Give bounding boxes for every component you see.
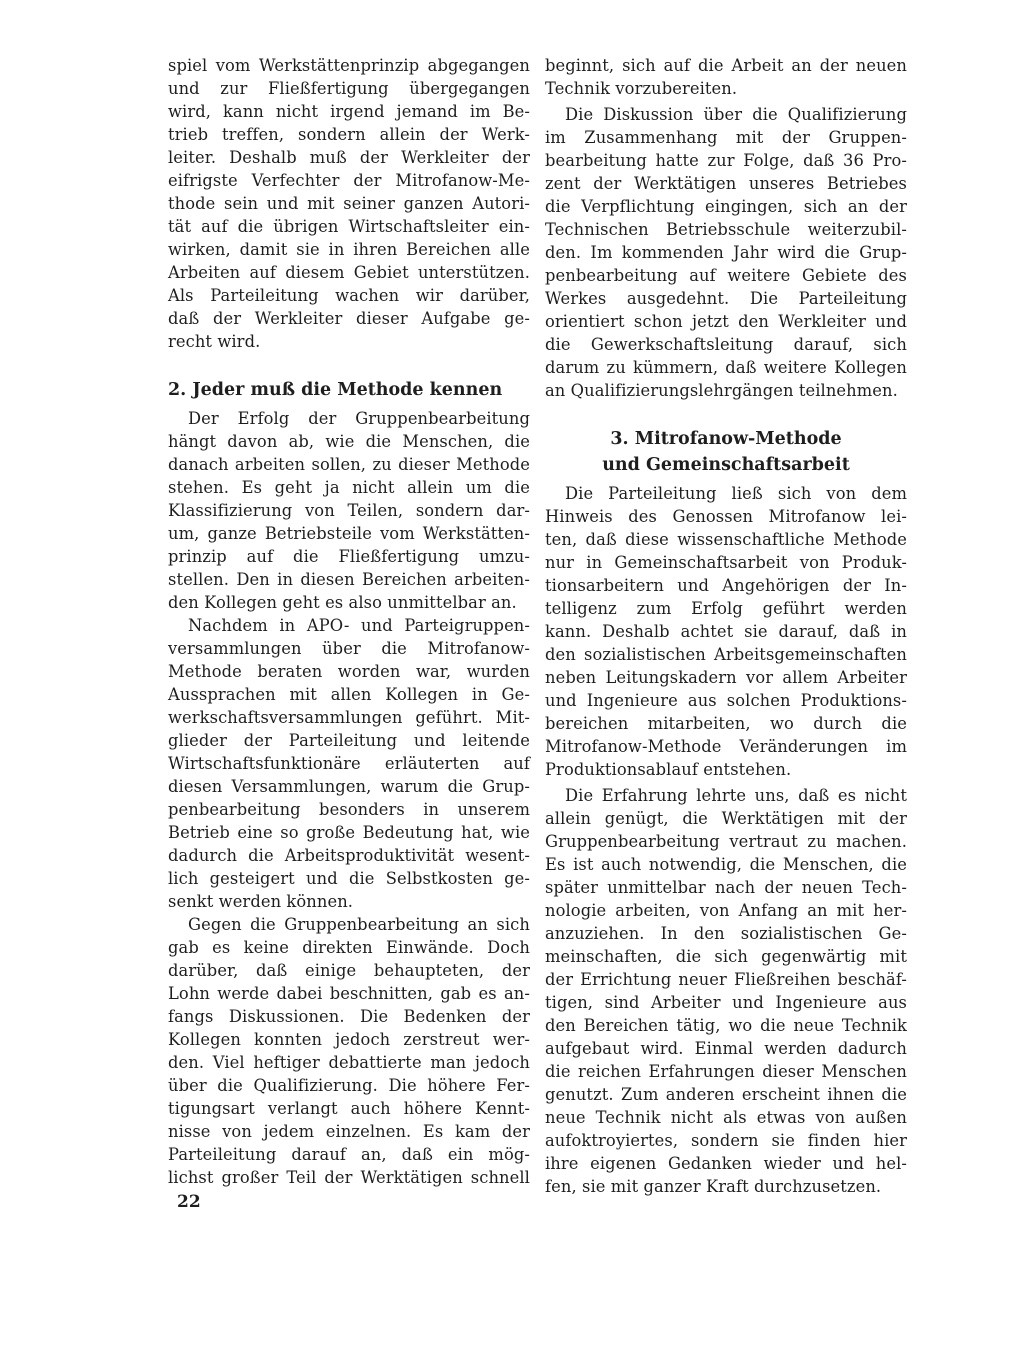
left-column (168, 54, 530, 1189)
text-line: nur in Gemeinschaftsarbeit von Produk- (545, 553, 907, 572)
paragraph (545, 482, 907, 781)
text-line: neue Technik nicht als etwas von außen (545, 1108, 907, 1127)
text-line: aufoktroyiertes, sondern sie finden hier (545, 1131, 907, 1150)
text-line: darüber, daß einige behaupteten, der (168, 961, 530, 980)
text-line: und Ingenieure aus solchen Produktions- (545, 691, 907, 710)
text-line: tigungsart verlangt auch höhere Kennt- (168, 1099, 530, 1118)
text-line: beginnt, sich auf die Arbeit an der neuen (545, 56, 907, 75)
text-line: meinschaften, die sich gegenwärtig mit (545, 947, 907, 966)
text-line: Es ist auch notwendig, die Menschen, die (545, 855, 907, 874)
paragraph (168, 614, 530, 913)
text-line: ten, daß diese wissenschaftliche Methode (545, 530, 907, 549)
text-line: Mitrofanow-Methode Veränderungen im (545, 737, 907, 756)
text-line: fen, sie mit ganzer Kraft durchzusetzen. (545, 1177, 882, 1196)
text-line: anzuziehen. In den sozialistischen Ge- (545, 924, 907, 943)
text-line: penbearbeitung auf weitere Gebiete des (545, 266, 907, 285)
text-line: leiter. Deshalb muß der Werkleiter der (168, 148, 530, 167)
text-line: allein genügt, die Werktätigen mit der (545, 809, 907, 828)
text-line: genutzt. Zum anderen erscheint ihnen die (545, 1085, 907, 1104)
text-line: lichst großer Teil der Werktätigen schnell (168, 1168, 530, 1187)
text-line: den Kollegen geht es also unmittelbar an. (168, 593, 517, 612)
right-column (545, 54, 907, 1198)
text-line: gab es keine direkten Einwände. Doch (168, 938, 530, 957)
section-heading-3-line-2: und Gemeinschaftsarbeit (602, 455, 850, 475)
paragraph (168, 913, 530, 1189)
paragraph (545, 103, 907, 402)
text-line: im Zusammenhang mit der Gruppen- (545, 128, 907, 147)
text-line: Gruppenbearbeitung vertraut zu machen. (545, 832, 907, 851)
text-line: telligenz zum Erfolg geführt werden (545, 599, 907, 618)
text-line: spiel vom Werkstättenprinzip abgegangen (168, 56, 530, 75)
text-line: Die Parteileitung ließ sich von dem (565, 484, 907, 503)
text-line: nologie arbeiten, von Anfang an mit her- (545, 901, 907, 920)
text-line: prinzip auf die Fließfertigung umzu- (168, 547, 530, 566)
section-heading-3-line-1: 3. Mitrofanow-Methode (610, 429, 842, 449)
text-line: thode sein und mit seiner ganzen Autori- (168, 194, 530, 213)
text-line: dadurch die Arbeitsproduktivität wesent- (168, 846, 530, 865)
text-line: Kollegen konnten jedoch zerstreut wer- (168, 1030, 530, 1049)
text-line: Methode beraten worden war, wurden (168, 662, 530, 681)
text-line: den sozialistischen Arbeitsgemeinschaften (545, 645, 907, 664)
text-line: danach arbeiten sollen, zu dieser Methode (168, 455, 530, 474)
text-line: später unmittelbar nach der neuen Tech- (545, 878, 907, 897)
text-line: trieb treffen, sondern allein der Werk- (168, 125, 530, 144)
text-line: Nachdem in APO- und Parteigruppen- (188, 616, 530, 635)
paragraph (545, 784, 907, 1198)
text-line: Die Diskussion über die Qualifizierung (565, 105, 907, 124)
text-line: Gegen die Gruppenbearbeitung an sich (188, 915, 530, 934)
text-line: nisse von jedem einzelnen. Es kam der (168, 1122, 530, 1141)
text-line: daß der Werkleiter dieser Aufgabe ge- (168, 309, 530, 328)
page-number: 22 (177, 1192, 201, 1212)
text-line: zent der Werktätigen unseres Betriebes (545, 174, 907, 193)
text-line: bereichen mitarbeiten, wo durch die (545, 714, 907, 733)
text-line: stehen. Es geht ja nicht allein um die (168, 478, 530, 497)
text-line: ihre eigenen Gedanken wieder und hel- (545, 1154, 907, 1173)
text-line: den. Im kommenden Jahr wird die Grup- (545, 243, 907, 262)
text-line: Produktionsablauf entstehen. (545, 760, 792, 779)
text-line: Technischen Betriebsschule weiterzubil- (545, 220, 907, 239)
text-line: versammlungen über die Mitrofanow- (168, 639, 530, 658)
text-line: hängt davon ab, wie die Menschen, die (168, 432, 530, 451)
text-line: Aussprachen mit allen Kollegen in Ge- (168, 685, 530, 704)
paragraph (168, 407, 530, 614)
text-line: wird, kann nicht irgend jemand im Be- (168, 102, 530, 121)
text-line: den Bereichen tätig, wo die neue Technik (545, 1016, 907, 1035)
text-line: tigen, sind Arbeiter und Ingenieure aus (545, 993, 907, 1012)
text-line: tionsarbeitern und Angehörigen der In- (545, 576, 907, 595)
text-line: Betrieb eine so große Bedeutung hat, wie (168, 823, 530, 842)
text-line: die Gewerkschaftsleitung darauf, sich (545, 335, 907, 354)
text-line: glieder der Parteileitung und leitende (168, 731, 530, 750)
text-line: und zur Fließfertigung übergegangen (168, 79, 530, 98)
text-line: penbearbeitung besonders in unserem (168, 800, 530, 819)
text-line: werkschaftsversammlungen geführt. Mit- (168, 708, 530, 727)
text-line: kann. Deshalb achtet sie darauf, daß in (545, 622, 907, 641)
text-line: Die Erfahrung lehrte uns, daß es nicht (565, 786, 907, 805)
text-line: diesen Versammlungen, warum die Grup- (168, 777, 530, 796)
text-line: den. Viel heftiger debattierte man jedoch (168, 1053, 530, 1072)
paragraph (545, 54, 907, 100)
text-line: die reichen Erfahrungen dieser Menschen (545, 1062, 907, 1081)
text-line: Der Erfolg der Gruppenbearbeitung (188, 409, 530, 428)
section-heading-2: 2. Jeder muß die Methode kennen (168, 380, 503, 400)
text-line: senkt werden können. (168, 892, 354, 911)
text-line: Arbeiten auf diesem Gebiet unterstützen. (168, 263, 530, 282)
text-line: tät auf die übrigen Wirtschaftsleiter ein- (168, 217, 530, 236)
text-line: eifrigste Verfechter der Mitrofanow-Me- (168, 171, 530, 190)
text-line: Technik vorzubereiten. (545, 79, 738, 98)
text-line: die Verpflichtung eingingen, sich an der (545, 197, 907, 216)
text-line: Lohn werde dabei beschnitten, gab es an- (168, 984, 530, 1003)
text-line: um, ganze Betriebsteile vom Werkstätten- (168, 524, 530, 543)
text-line: stellen. Den in diesen Bereichen arbeiten- (168, 570, 530, 589)
paragraph (168, 54, 530, 353)
text-line: Klassifizierung von Teilen, sondern dar- (168, 501, 530, 520)
text-line: Parteileitung darauf an, daß ein mög- (168, 1145, 530, 1164)
text-line: neben Leitungskadern vor allem Arbeiter (545, 668, 907, 687)
text-line: lich gesteigert und die Selbstkosten ge- (168, 869, 530, 888)
text-line: orientiert schon jetzt den Werkleiter und (545, 312, 907, 331)
text-line: bearbeitung hatte zur Folge, daß 36 Pro- (545, 151, 907, 170)
text-line: Hinweis des Genossen Mitrofanow lei- (545, 507, 907, 526)
text-line: an Qualifizierungslehrgängen teilnehmen. (545, 381, 898, 400)
text-line: über die Qualifizierung. Die höhere Fer- (168, 1076, 530, 1095)
text-line: Werkes ausgedehnt. Die Parteileitung (545, 289, 907, 308)
text-line: Wirtschaftsfunktionäre erläuterten auf (168, 754, 530, 773)
text-line: recht wird. (168, 332, 261, 351)
text-line: darum zu kümmern, daß weitere Kollegen (545, 358, 907, 377)
text-line: aufgebaut wird. Einmal werden dadurch (545, 1039, 907, 1058)
text-line: wirken, damit sie in ihren Bereichen alle (168, 240, 530, 259)
text-line: der Errichtung neuer Fließreihen beschäf- (545, 970, 907, 989)
text-line: Als Parteileitung wachen wir darüber, (168, 286, 530, 305)
text-line: fangs Diskussionen. Die Bedenken der (168, 1007, 530, 1026)
